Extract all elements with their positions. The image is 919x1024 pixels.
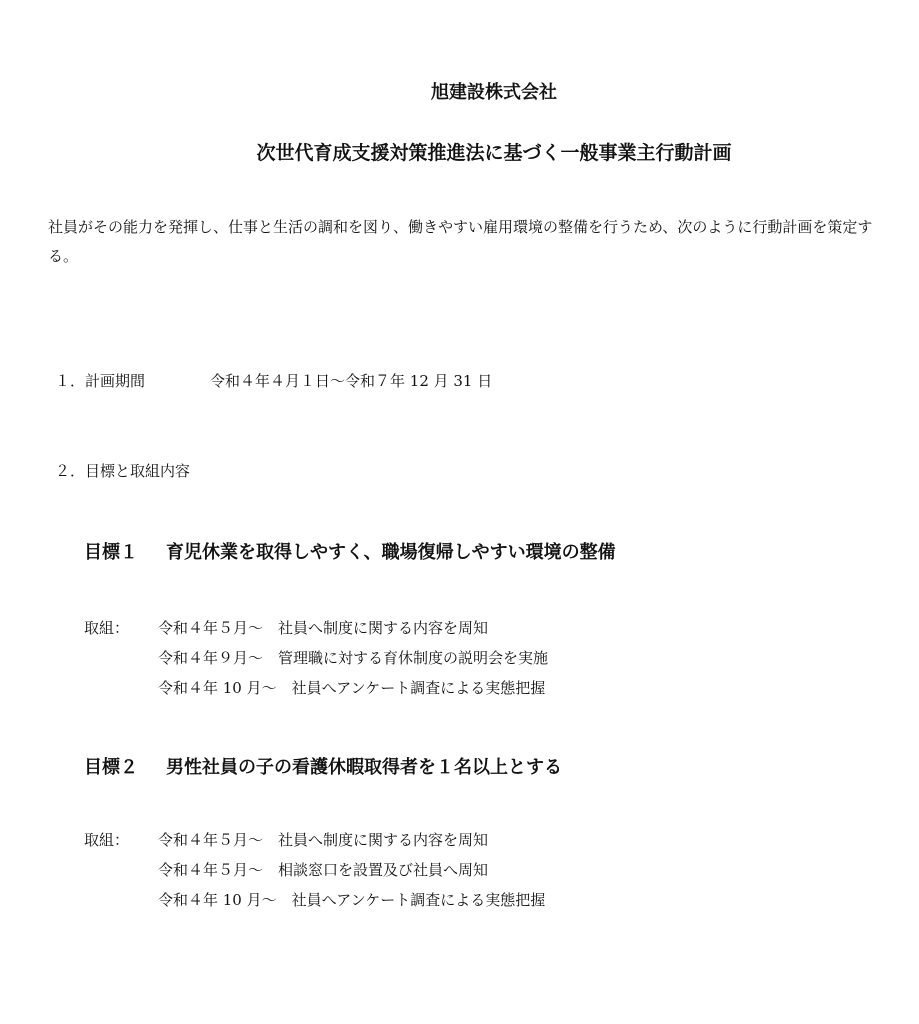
action-text: 管理職に対する育休制度の説明会を実施 [278, 649, 549, 667]
document-title: 次世代育成支援対策推進法に基づく一般事業主行動計画 [256, 142, 732, 164]
goal-2-text: 男性社員の子の看護休暇取得者を１名以上とする [166, 757, 562, 778]
goal-2-heading [84, 753, 562, 779]
goal-1-action-1 [158, 617, 488, 638]
action-date: 令和４年５月〜 [158, 619, 264, 637]
goal-2-number: 目標２ [84, 757, 138, 778]
goal-1-action-3 [158, 677, 545, 698]
action-date: 令和４年５月〜 [158, 861, 264, 879]
action-text: 社員へ制度に関する内容を周知 [278, 831, 489, 849]
goal-2-action-3 [158, 889, 545, 910]
intro-paragraph: 社員がその能力を発揮し、仕事と生活の調和を図り、働きやすい雇用環境の整備を行うため、次のように行動計画を策定する。 [48, 218, 873, 265]
action-text: 相談窓口を設置及び社員へ周知 [278, 861, 489, 879]
action-date: 令和４年 10 月〜 [158, 891, 277, 909]
goal-2-actions-label: 取組： [84, 831, 130, 849]
action-text: 社員へ制度に関する内容を周知 [278, 619, 489, 637]
section-2-label: ２．目標と取組内容 [55, 462, 191, 480]
action-text: 社員へアンケート調査による実態把握 [291, 891, 546, 909]
action-date: 令和４年５月〜 [158, 831, 264, 849]
goal-1-heading [84, 538, 616, 564]
goal-1-number: 目標１ [84, 542, 138, 563]
goal-1-action-2 [158, 647, 548, 668]
action-text: 社員へアンケート調査による実態把握 [291, 679, 546, 697]
goal-1-actions-label: 取組： [84, 619, 130, 637]
company-name: 旭建設株式会社 [431, 82, 557, 103]
action-date: 令和４年９月〜 [158, 649, 264, 667]
plan-period-value: 令和４年４月１日〜令和７年 12 月 31 日 [210, 372, 493, 390]
goal-2-action-2 [158, 859, 488, 880]
section-1-label: １．計画期間 [55, 372, 146, 390]
action-date: 令和４年 10 月〜 [158, 679, 277, 697]
goal-1-text: 育児休業を取得しやすく、職場復帰しやすい環境の整備 [166, 542, 616, 563]
goal-2-action-1 [158, 829, 488, 850]
